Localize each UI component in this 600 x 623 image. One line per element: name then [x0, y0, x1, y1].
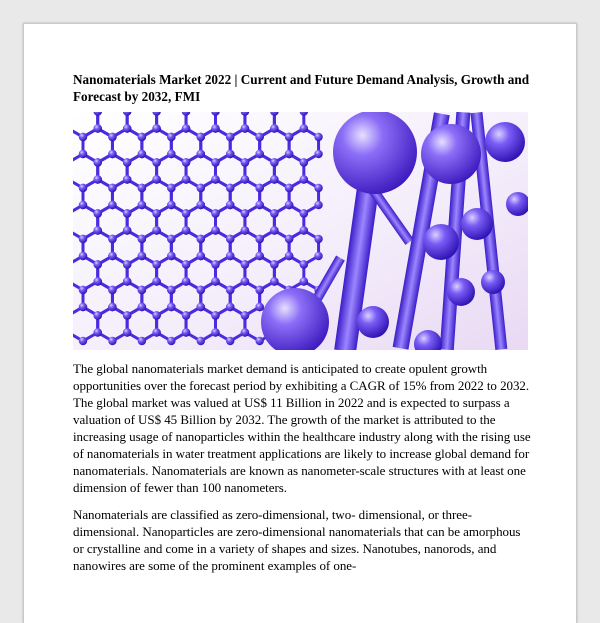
lattice-atom: [270, 158, 278, 166]
lattice-atom: [270, 124, 278, 132]
lattice-atom: [255, 337, 263, 345]
lattice-atom: [94, 175, 102, 183]
lattice-atom: [314, 150, 322, 158]
lattice-atom: [108, 303, 116, 311]
lattice-atom: [94, 277, 102, 285]
lattice-atom: [167, 303, 175, 311]
lattice-atom: [152, 226, 160, 234]
lattice-atom: [241, 226, 249, 234]
lattice-atom: [79, 235, 87, 243]
lattice-atom: [182, 328, 190, 336]
lattice-atom: [123, 124, 131, 132]
lattice-atom: [138, 252, 146, 260]
lattice-atom: [255, 133, 263, 141]
lattice-atom: [314, 252, 322, 260]
lattice-atom: [285, 133, 293, 141]
lattice-atom: [152, 328, 160, 336]
lattice-atom: [211, 277, 219, 285]
lattice-atom: [94, 328, 102, 336]
lattice-atom: [79, 252, 87, 260]
lattice-atom: [94, 311, 102, 319]
lattice-atom: [108, 150, 116, 158]
lattice-atom: [300, 209, 308, 217]
lattice-atom: [255, 235, 263, 243]
lattice-atom: [152, 209, 160, 217]
lattice-atom: [226, 150, 234, 158]
lattice-atom: [197, 252, 205, 260]
lattice-atom: [79, 184, 87, 192]
lattice-atom: [182, 226, 190, 234]
lattice-atom: [79, 337, 87, 345]
lattice-atom: [94, 124, 102, 132]
lattice-atom: [300, 124, 308, 132]
lattice-atom: [300, 277, 308, 285]
lattice-atom: [241, 209, 249, 217]
lattice-atom: [314, 133, 322, 141]
lattice-atom: [255, 150, 263, 158]
lattice-atom: [270, 226, 278, 234]
lattice-atom: [108, 201, 116, 209]
lattice-atom: [300, 226, 308, 234]
lattice-atom: [167, 337, 175, 345]
lattice-atom: [182, 158, 190, 166]
lattice-atom: [241, 158, 249, 166]
lattice-atom: [167, 252, 175, 260]
lattice-atom: [94, 158, 102, 166]
lattice-atom: [255, 252, 263, 260]
lattice-atom: [108, 133, 116, 141]
lattice-atom: [197, 337, 205, 345]
lattice-atom: [211, 328, 219, 336]
lattice-atom: [211, 158, 219, 166]
lattice-atom: [79, 133, 87, 141]
lattice-atom: [255, 303, 263, 311]
lattice-atom: [123, 311, 131, 319]
lattice-atom: [79, 303, 87, 311]
lattice-atom: [226, 252, 234, 260]
lattice-atom: [123, 158, 131, 166]
lattice-atom: [182, 175, 190, 183]
lattice-atom: [314, 201, 322, 209]
lattice-atom: [167, 150, 175, 158]
lattice-atom: [241, 260, 249, 268]
lattice-atom: [138, 303, 146, 311]
paragraph-2: Nanomaterials are classified as zero-dimensional, two- dimensional, or three-dimensional. Nanoparticles are zero-dimensional nanomaterials that can be amorphous or crystalline and come in a variety of shapes and sizes. Nanotubes, nanorods, and nanowires are some of the prominent examples of one-: [73, 507, 521, 573]
document-title: Nanomaterials Market 2022 | Current and Future Demand Analysis, Growth and Forecast by 2032, FMI: [73, 72, 530, 104]
lattice-atom: [241, 124, 249, 132]
lattice-atom: [138, 150, 146, 158]
lattice-atom: [123, 226, 131, 234]
lattice-atom: [211, 209, 219, 217]
lattice-atom: [138, 337, 146, 345]
lattice-atom: [285, 184, 293, 192]
lattice-atom: [211, 124, 219, 132]
lattice-atom: [167, 201, 175, 209]
lattice-atom: [211, 175, 219, 183]
lattice-atom: [226, 133, 234, 141]
lattice-atom: [167, 286, 175, 294]
lattice-atom: [211, 260, 219, 268]
lattice-atom: [182, 277, 190, 285]
lattice-atom: [197, 133, 205, 141]
lattice-atom: [226, 235, 234, 243]
lattice-atom: [108, 337, 116, 345]
lattice-atom: [79, 286, 87, 294]
lattice-atom: [226, 201, 234, 209]
lattice-atom: [79, 201, 87, 209]
lattice-atom: [270, 260, 278, 268]
lattice-atom: [167, 184, 175, 192]
lattice-atom: [123, 209, 131, 217]
lattice-atom: [123, 175, 131, 183]
lattice-atom: [197, 201, 205, 209]
lattice-atom: [182, 260, 190, 268]
lattice-atom: [285, 150, 293, 158]
lattice-atom: [182, 311, 190, 319]
lattice-atom: [226, 184, 234, 192]
lattice-atom: [300, 260, 308, 268]
lattice-atom: [123, 277, 131, 285]
lattice-atom: [255, 184, 263, 192]
lattice-atom: [197, 150, 205, 158]
lattice-atom: [152, 158, 160, 166]
lattice-atom: [108, 235, 116, 243]
lattice-atom: [152, 277, 160, 285]
lattice-atom: [300, 175, 308, 183]
lattice-atom: [152, 260, 160, 268]
lattice-atom: [255, 286, 263, 294]
lattice-atom: [226, 303, 234, 311]
lattice-atom: [314, 235, 322, 243]
nanomaterial-structure-image: [73, 112, 528, 350]
lattice-atom: [241, 311, 249, 319]
lattice-atom: [270, 277, 278, 285]
lattice-atom: [152, 175, 160, 183]
lattice-atom: [285, 235, 293, 243]
lattice-atom: [167, 235, 175, 243]
lattice-atom: [94, 209, 102, 217]
lattice-atom: [300, 158, 308, 166]
lattice-atom: [152, 124, 160, 132]
lattice-atom: [123, 328, 131, 336]
paragraph-1: The global nanomaterials market demand is anticipated to create opulent growth opportunities over the forecast period by exhibiting a CAGR of 15% from 2022 to 2032. The global market was valued at US$ 11 Billion in 2022 and is expected to surpass a valuation of US$ 45 Billion by 2032. The growth of the market is attributed to the increasing usage of nanoparticles within the healthcare industry along with the rising use of nanomaterials in water treatment applications are likely to increase global demand for nanomaterials. Nanomaterials are known as nanometer-scale structures with at least one dimension of fewer than 100 nanometers.: [73, 361, 531, 495]
lattice-atom: [138, 201, 146, 209]
lattice-atom: [167, 133, 175, 141]
lattice-atom: [241, 328, 249, 336]
lattice-atom: [123, 260, 131, 268]
lattice-atom: [108, 286, 116, 294]
lattice-atom: [285, 252, 293, 260]
document-content: [73, 71, 533, 584]
lattice-atom: [211, 311, 219, 319]
lattice-atom: [108, 184, 116, 192]
document-page: [23, 23, 577, 623]
lattice-atom: [79, 150, 87, 158]
lattice-atom: [285, 201, 293, 209]
lattice-atom: [255, 201, 263, 209]
lattice-atom: [138, 184, 146, 192]
lattice-atom: [314, 184, 322, 192]
lattice-atom: [182, 209, 190, 217]
lattice-atom: [197, 286, 205, 294]
lattice-atom: [226, 337, 234, 345]
lattice-atom: [108, 252, 116, 260]
lattice-atom: [94, 260, 102, 268]
lattice-atom: [182, 124, 190, 132]
lattice-atom: [138, 286, 146, 294]
lattice-atom: [138, 235, 146, 243]
lattice-atom: [270, 209, 278, 217]
lattice-atom: [211, 226, 219, 234]
lattice-atom: [226, 286, 234, 294]
lattice-atom: [197, 184, 205, 192]
lattice-atom: [241, 175, 249, 183]
lattice-atom: [138, 133, 146, 141]
lattice-atom: [241, 277, 249, 285]
lattice-atom: [197, 303, 205, 311]
lattice-atom: [197, 235, 205, 243]
lattice-atom: [152, 311, 160, 319]
lattice-atom: [94, 226, 102, 234]
lattice-atom: [270, 175, 278, 183]
